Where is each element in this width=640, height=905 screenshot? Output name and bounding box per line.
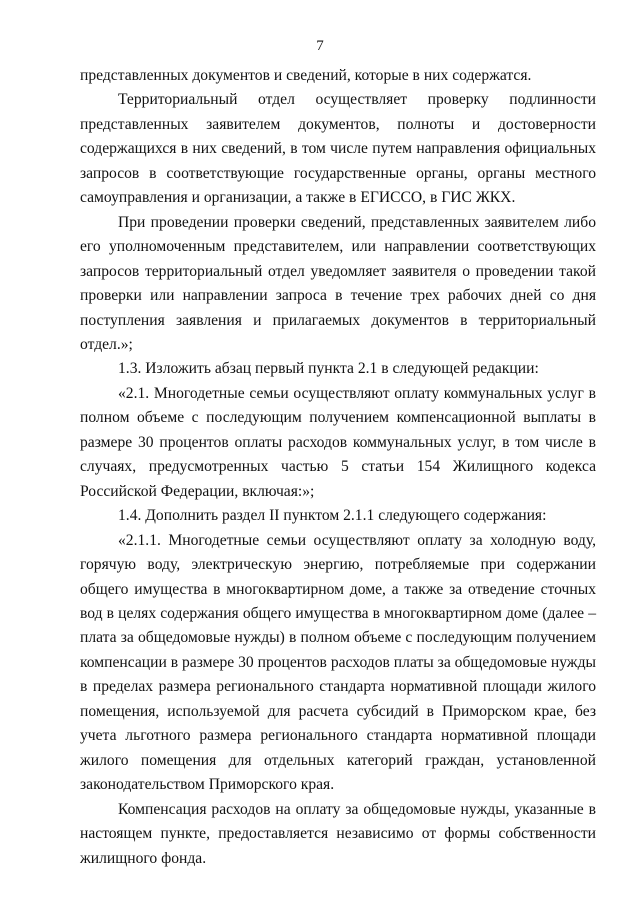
paragraph-amendment-1-3: 1.3. Изложить абзац первый пункта 2.1 в следующей редакции: <box>118 360 539 378</box>
paragraph-amendment-1-4: 1.4. Дополнить раздел II пунктом 2.1.1 следующего содержания: <box>118 507 547 525</box>
page-number: 7 <box>316 38 324 54</box>
paragraph-continuation: представленных документов и сведений, которые в них содержатся. <box>80 67 532 84</box>
paragraph-territorial-check: Территориальный отдел осуществляет проверку подлинности представленных заявителем документов, полноты и достоверности содержащихся в них сведений, в том числе путем направления официальных запросов в соответствующие государственные органы, органы местного самоуправления и организации, а также в ЕГИССО, в ГИС ЖКХ. <box>80 91 596 207</box>
paragraph-notification: При проведении проверки сведений, представленных заявителем либо его уполномоченным представителем, или направлении соответствующих запросов территориальный отдел уведомляет заявителя о проведении такой проверки или направлении запроса в течение трех рабочих дней со дня поступления заявления и прилагаемых документов в территориальный отдел.»; <box>80 213 596 353</box>
paragraph-clause-2-1-1: «2.1.1. Многодетные семьи осуществляют оплату за холодную воду, горячую воду, электрическую энергию, потребляемые при содержании общего имущества в многоквартирном доме, а также за отведение сточных вод в целях содержания общего имущества в многоквартирном доме (далее – плата за общедомовые нужды) в полном объеме с последующим получением компенсации в размере 30 процентов расходов платы за общедомовые нужды в пределах размера регионального стандарта нормативной площади жилого помещения, используемой для расчета субсидий в Приморском крае, без учета льготного размера регионального стандарта нормативной площади жилого помещения для отдельных категорий граждан, установленной законодательством Приморского края. <box>80 531 596 794</box>
document-body <box>80 64 596 871</box>
paragraph-compensation: Компенсация расходов на оплату за общедомовые нужды, указанные в настоящем пункте, предоставляется независимо от формы собственности жилищного фонда. <box>80 800 596 867</box>
paragraph-clause-2-1: «2.1. Многодетные семьи осуществляют оплату коммунальных услуг в полном объеме с последующим получением компенсационной выплаты в размере 30 процентов оплаты расходов коммунальных услуг, в том числе в случаях, предусмотренных частью 5 статьи 154 Жилищного кодекса Российской Федерации, включая:»; <box>80 384 596 500</box>
